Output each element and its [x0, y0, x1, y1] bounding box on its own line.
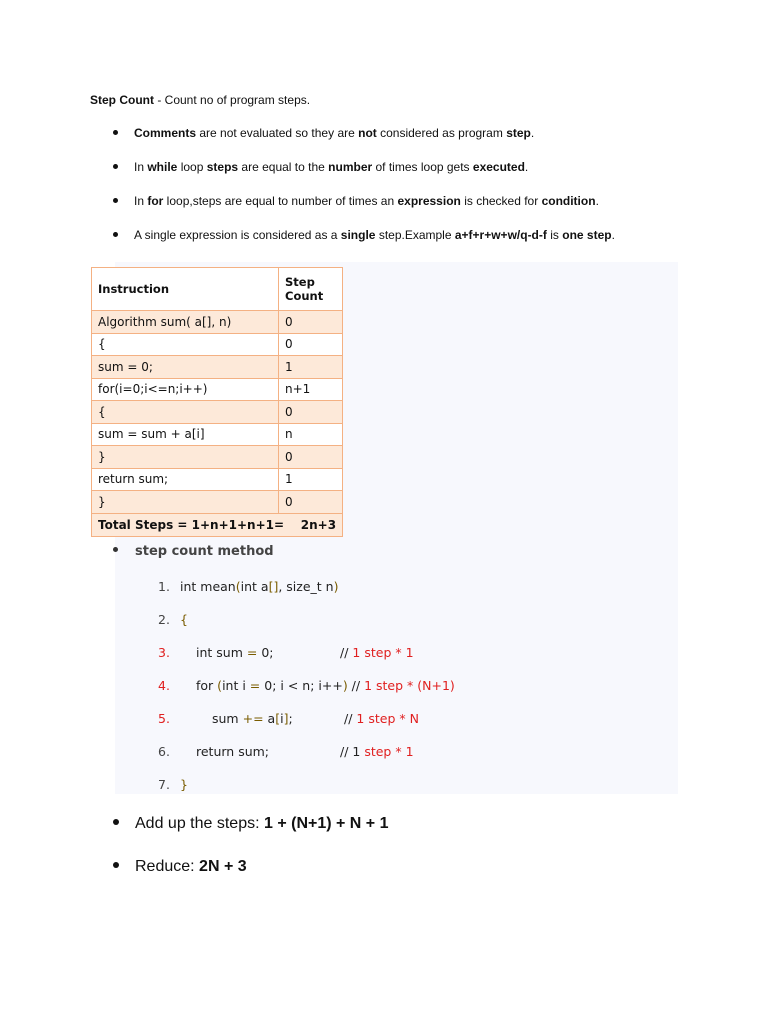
bullet-dot [113, 164, 118, 169]
code-comment [340, 744, 414, 759]
page-heading [90, 93, 310, 107]
table-row [92, 423, 343, 446]
bullet-dot [113, 198, 118, 203]
table-row [92, 333, 343, 356]
line-number: 7. [158, 777, 170, 792]
bullet-dot [113, 130, 118, 135]
code-comment [340, 645, 414, 660]
summary-value: 1 + (N+1) + N + 1 [263, 815, 389, 832]
table-row [92, 491, 343, 514]
cell-instruction: } [92, 446, 279, 469]
bullet-text: In [134, 194, 148, 208]
bullet-text: one step [562, 228, 612, 242]
code-token: ( [235, 579, 241, 594]
cell-instruction: Algorithm sum( a[], n) [92, 311, 279, 334]
bullet-text: executed [472, 160, 525, 174]
bullet-text: number [328, 160, 373, 174]
heading-bold: Step Count [90, 93, 154, 107]
table-row [92, 378, 343, 401]
table-total-row [92, 513, 343, 536]
bullet-dot [113, 547, 118, 552]
code-line-3 [158, 645, 414, 660]
code-token: ) [333, 579, 339, 594]
line-number: 6. [158, 744, 170, 759]
code-line-4 [158, 678, 455, 693]
bullet-single-expression [113, 228, 615, 242]
bullet-dot [113, 819, 119, 825]
table-row [92, 401, 343, 424]
line-number: 5. [158, 711, 170, 726]
bullet-text: is checked for [460, 194, 542, 208]
bullet-while [113, 160, 528, 174]
summary-label: Reduce: [135, 858, 200, 875]
code-token: // [344, 711, 353, 726]
code-token: int i [222, 678, 250, 693]
bullet-text: In [134, 160, 148, 174]
code-token: [ [275, 711, 281, 726]
code-token: 1 step * N [352, 711, 419, 726]
line-number: 2. [158, 612, 170, 627]
code-line-1 [158, 579, 338, 594]
code-token: int a [240, 579, 269, 594]
code-token: for [196, 678, 218, 693]
line-number: 3. [158, 645, 170, 660]
bullet-text: . [611, 228, 615, 242]
code-token: return sum; [196, 744, 270, 759]
line-number: 4. [158, 678, 170, 693]
code-token: 0; [257, 645, 274, 660]
code-line-5 [158, 711, 419, 726]
code-token: 1 step * (N+1) [360, 678, 455, 693]
bullet-text: considered as program [376, 126, 507, 140]
bullet-text: is [546, 228, 563, 242]
cell-step-count: 0 [279, 446, 343, 469]
header-step-count: Step Count [279, 268, 343, 311]
cell-step-count: 0 [279, 333, 343, 356]
bullet-text: for [147, 194, 164, 208]
bullet-text: . [524, 160, 529, 174]
code-token: ; [288, 711, 293, 726]
bullet-text: step.Example [375, 228, 455, 242]
code-token: step * 1 [360, 744, 414, 759]
code-token: i [280, 711, 284, 726]
bullet-text: of times loop gets [372, 160, 473, 174]
code-token: ( [217, 678, 223, 693]
code-line-7 [158, 777, 188, 792]
cell-step-count: n [279, 423, 343, 446]
code-token: += [242, 711, 264, 726]
summary-label: Add up the steps: [135, 815, 264, 832]
bullet-text: are equal to the [238, 160, 329, 174]
bullet-for [113, 194, 599, 208]
table-row [92, 356, 343, 379]
bullet-text: are not evaluated so they are [196, 126, 359, 140]
summary-reduce [113, 858, 247, 876]
cell-step-count: n+1 [279, 378, 343, 401]
code-token: int mean [180, 579, 236, 594]
cell-step-count: 0 [279, 401, 343, 424]
bullet-text: while [147, 160, 178, 174]
table-header-row [92, 268, 343, 311]
header-instruction: Instruction [92, 268, 279, 311]
bullet-dot [113, 862, 119, 868]
code-token: ) [342, 678, 348, 693]
bullet-text: steps [206, 160, 239, 174]
code-token: int sum [196, 645, 247, 660]
code-token: a [263, 711, 276, 726]
cell-total: Total Steps = 1+n+1+n+1= 2n+3 [92, 513, 343, 536]
bullet-text: . [530, 126, 535, 140]
code-token: // [340, 645, 349, 660]
cell-instruction: sum = sum + a[i] [92, 423, 279, 446]
cell-step-count: 1 [279, 468, 343, 491]
step-count-table [91, 267, 343, 537]
method-label: step count method [135, 544, 274, 559]
method-heading [113, 544, 274, 559]
code-token: = [249, 678, 261, 693]
cell-instruction: for(i=0;i<=n;i++) [92, 378, 279, 401]
code-token: [] [268, 579, 279, 594]
cell-instruction: { [92, 401, 279, 424]
table-row [92, 311, 343, 334]
bullet-text: Comments [134, 126, 197, 140]
heading-rest: - Count no of program steps. [154, 93, 311, 107]
code-token: } [180, 777, 188, 792]
code-token: // 1 [340, 744, 361, 759]
bullet-text: expression [397, 194, 461, 208]
cell-instruction: { [92, 333, 279, 356]
bullet-text: single [340, 228, 376, 242]
line-number: 1. [158, 579, 170, 594]
code-token: ] [283, 711, 289, 726]
code-line-6 [158, 744, 414, 759]
bullet-text: loop [177, 160, 207, 174]
bullet-text: condition [541, 194, 596, 208]
bullet-text: a+f+r+w+w/q-d-f [454, 228, 547, 242]
cell-step-count: 1 [279, 356, 343, 379]
code-token: 0; i < n; i++ [260, 678, 343, 693]
bullet-text: A single expression is considered as a [134, 228, 341, 242]
code-comment [344, 711, 419, 726]
code-token: = [246, 645, 258, 660]
cell-instruction: return sum; [92, 468, 279, 491]
table-row [92, 468, 343, 491]
cell-step-count: 0 [279, 491, 343, 514]
code-token: 1 step * 1 [348, 645, 414, 660]
table-row [92, 446, 343, 469]
bullet-comments [113, 126, 534, 140]
bullet-dot [113, 232, 118, 237]
code-line-2 [158, 612, 188, 627]
bullet-text: step [506, 126, 531, 140]
code-token: , size_t n [278, 579, 334, 594]
cell-step-count: 0 [279, 311, 343, 334]
cell-instruction: sum = 0; [92, 356, 279, 379]
bullet-text: . [595, 194, 599, 208]
code-token: // [347, 678, 361, 693]
bullet-text: loop,steps are equal to number of times an [163, 194, 398, 208]
cell-instruction: } [92, 491, 279, 514]
code-token: sum [212, 711, 243, 726]
summary-add-up [113, 815, 389, 833]
summary-value: 2N + 3 [199, 858, 247, 875]
code-token: { [180, 612, 188, 627]
bullet-text: not [358, 126, 377, 140]
